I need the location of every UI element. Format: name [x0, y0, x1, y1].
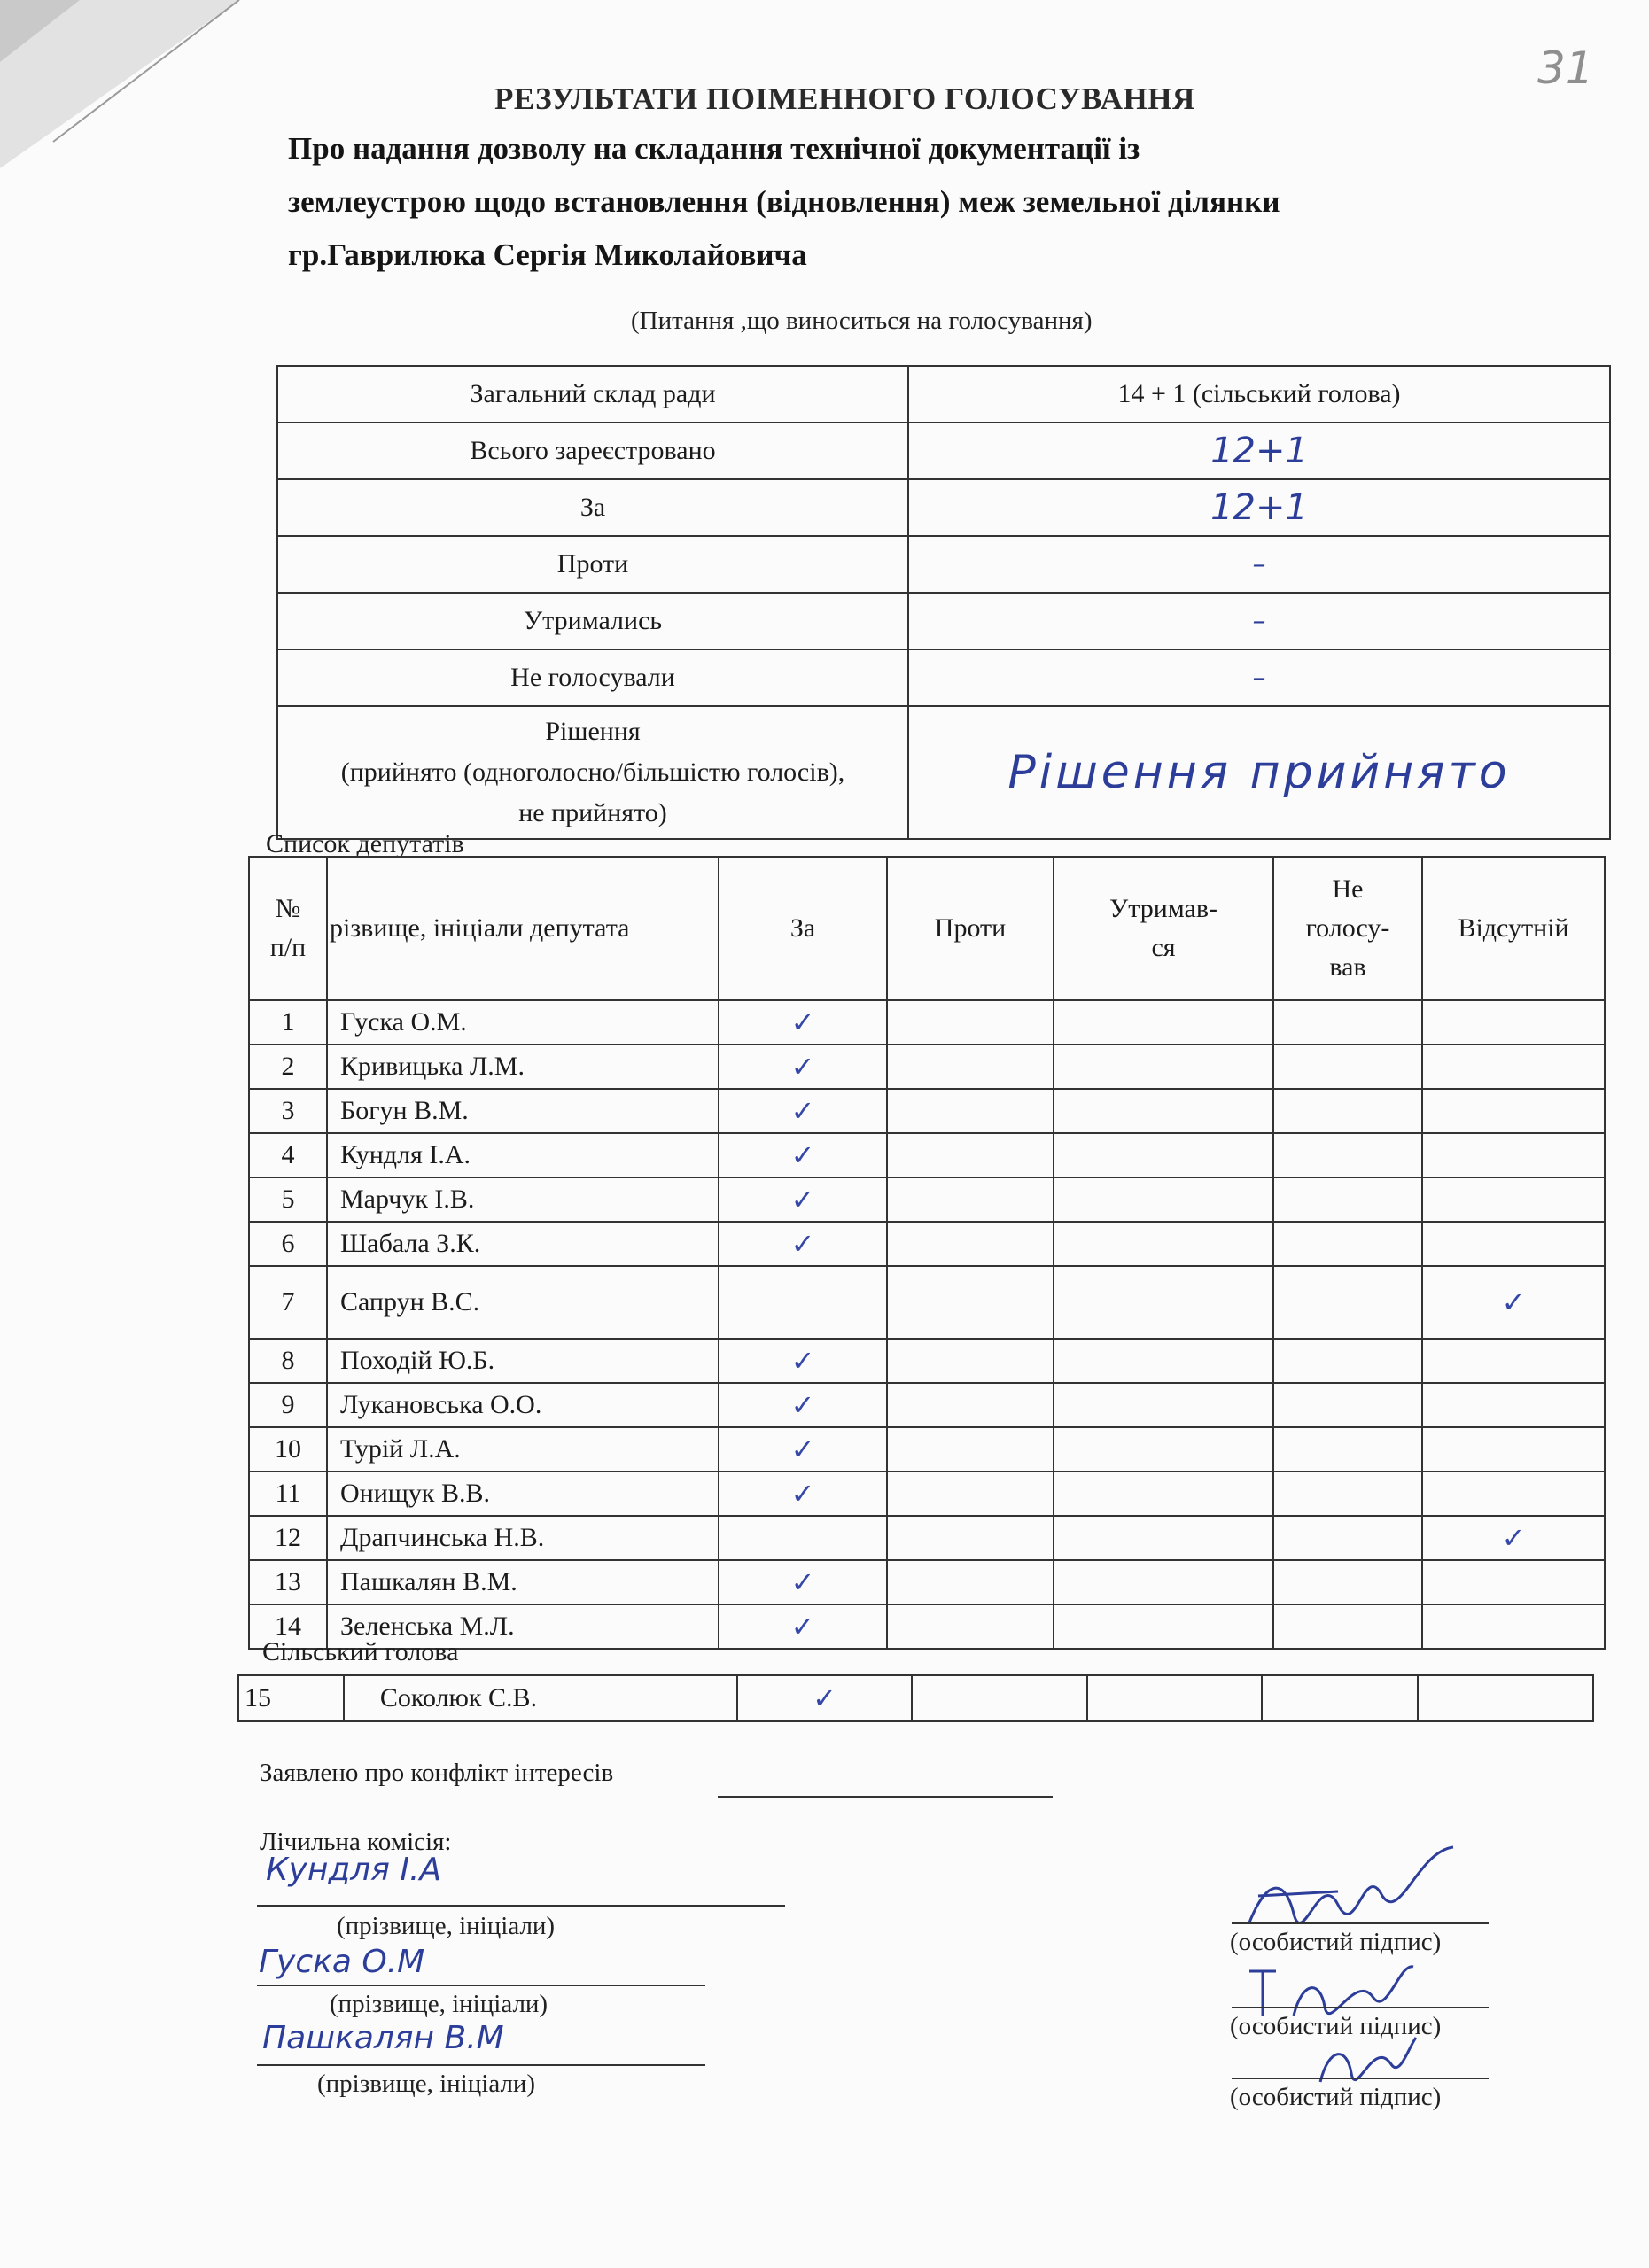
summary-value-handwritten: – [908, 536, 1610, 593]
deputy-name: Кривицька Л.М. [327, 1045, 719, 1089]
row-number: 14 [249, 1604, 327, 1649]
header-text: Утримав- [1108, 894, 1218, 923]
folded-corner [0, 0, 248, 177]
cell-absent [1422, 1516, 1605, 1560]
cell-absent [1422, 1222, 1605, 1266]
deputy-name: Онищук В.В. [327, 1472, 719, 1516]
check-mark: ✓ [790, 1433, 815, 1466]
cell-for [719, 1427, 887, 1472]
summary-label: Утримались [277, 593, 908, 649]
chair-section-label: Сільський голова [262, 1637, 459, 1666]
cell-not-voted [1273, 1339, 1422, 1383]
deputy-name: Турій Л.А. [327, 1427, 719, 1472]
header-text: № [275, 894, 301, 923]
summary-label-decision [277, 706, 908, 839]
deputy-name: Пашкалян В.М. [327, 1560, 719, 1604]
summary-row-not-voted [277, 649, 1610, 706]
deputy-row [249, 1427, 1605, 1472]
cell-absent [1422, 1339, 1605, 1383]
cell-absent [1422, 1133, 1605, 1177]
deputy-row [249, 1516, 1605, 1560]
cell-against [887, 1472, 1054, 1516]
deputy-name: Лукановська О.О. [327, 1383, 719, 1427]
summary-label: Загальний склад ради [277, 366, 908, 423]
row-number: 10 [249, 1427, 327, 1472]
name-caption: (прізвище, ініціали) [337, 1912, 556, 1940]
header-text: Не [1332, 874, 1364, 904]
row-number: 12 [249, 1516, 327, 1560]
row-number: 6 [249, 1222, 327, 1266]
signature-3 [1311, 2029, 1418, 2091]
chair-vote-table [237, 1674, 1594, 1722]
signature-caption: (особистий підпис) [1230, 2083, 1442, 2111]
cell-not-voted [1273, 1000, 1422, 1045]
summary-label: Проти [277, 536, 908, 593]
check-mark: ✓ [790, 1183, 815, 1216]
check-mark: ✓ [790, 1227, 815, 1261]
cell-against [887, 1516, 1054, 1560]
summary-row-for [277, 479, 1610, 536]
deputy-name: Походій Ю.Б. [327, 1339, 719, 1383]
decision-label-line: не прийнято) [518, 798, 667, 827]
cell-abstained [1054, 1222, 1273, 1266]
cell-absent [1422, 1000, 1605, 1045]
deputy-row [249, 1560, 1605, 1604]
deputy-name: Драпчинська Н.В. [327, 1516, 719, 1560]
question-caption: (Питання ,що виноситься на голосування) [631, 307, 1093, 335]
commission-member-name-handwritten: Пашкалян В.М [262, 2020, 504, 2056]
cell-for [719, 1222, 887, 1266]
deputy-name: Сапрун В.С. [327, 1266, 719, 1339]
cell-not-voted [1273, 1089, 1422, 1133]
check-mark: ✓ [790, 1388, 815, 1422]
header-against: Проти [887, 857, 1054, 1000]
cell-for [719, 1560, 887, 1604]
cell-not-voted [1273, 1472, 1422, 1516]
header-for: За [719, 857, 887, 1000]
header-not-voted [1273, 857, 1422, 1000]
deputy-name: Шабала З.К. [327, 1222, 719, 1266]
conflict-of-interest-text: Заявлено про конфлікт інтересів [260, 1759, 614, 1787]
decision-label-line: (прийнято (одноголосно/більшістю голосів), [340, 757, 845, 787]
cell-abstained [1054, 1133, 1273, 1177]
cell-not-voted [1273, 1177, 1422, 1222]
cell-absent [1422, 1472, 1605, 1516]
cell-absent [1422, 1604, 1605, 1649]
cell-not-voted [1273, 1560, 1422, 1604]
summary-value-handwritten: – [908, 649, 1610, 706]
header-text: вав [1329, 952, 1366, 982]
summary-row-registered [277, 423, 1610, 479]
deputy-row [249, 1339, 1605, 1383]
cell-absent [1422, 1560, 1605, 1604]
check-mark: ✓ [790, 1050, 815, 1084]
cell-absent [1422, 1045, 1605, 1089]
cell-for [719, 1472, 887, 1516]
document-title: РЕЗУЛЬТАТИ ПОІМЕННОГО ГОЛОСУВАННЯ [494, 82, 1195, 116]
cell-absent [1418, 1675, 1593, 1721]
check-mark: ✓ [790, 1006, 815, 1039]
cell-against [887, 1339, 1054, 1383]
check-mark: ✓ [790, 1138, 815, 1172]
cell-against [887, 1266, 1054, 1339]
subject-line: землеустрою щодо встановлення (відновлення) меж земельної ділянки [288, 184, 1280, 219]
cell-absent [1422, 1383, 1605, 1427]
cell-for [719, 1516, 887, 1560]
page-number: 31 [1537, 43, 1594, 94]
deputy-row [249, 1000, 1605, 1045]
cell-not-voted [1273, 1045, 1422, 1089]
cell-abstained [1054, 1339, 1273, 1383]
check-mark: ✓ [813, 1682, 836, 1715]
deputies-header-row [249, 857, 1605, 1000]
row-number: 13 [249, 1560, 327, 1604]
cell-not-voted [1262, 1675, 1418, 1721]
cell-abstained [1054, 1472, 1273, 1516]
commission-member-name-handwritten: Кундля І.А [266, 1852, 442, 1888]
cell-for [737, 1675, 912, 1721]
summary-row-against [277, 536, 1610, 593]
summary-label: За [277, 479, 908, 536]
name-line [257, 1984, 705, 1986]
row-number: 2 [249, 1045, 327, 1089]
cell-abstained [1054, 1604, 1273, 1649]
summary-value-handwritten: 12+1 [908, 423, 1610, 479]
cell-for [719, 1383, 887, 1427]
cell-against [887, 1604, 1054, 1649]
row-number: 15 [238, 1675, 344, 1721]
deputy-row [249, 1472, 1605, 1516]
cell-for [719, 1045, 887, 1089]
deputy-row [249, 1383, 1605, 1427]
commission-member-name-handwritten: Гуска О.М [259, 1944, 425, 1980]
chair-row [238, 1675, 1593, 1721]
cell-not-voted [1273, 1222, 1422, 1266]
cell-for [719, 1339, 887, 1383]
deputy-name: Соколюк С.В. [344, 1675, 737, 1721]
cell-against [887, 1222, 1054, 1266]
summary-label: Не голосували [277, 649, 908, 706]
cell-abstained [1054, 1383, 1273, 1427]
row-number: 1 [249, 1000, 327, 1045]
cell-not-voted [1273, 1427, 1422, 1472]
row-number: 7 [249, 1266, 327, 1339]
vote-summary-table [276, 365, 1611, 840]
summary-value-handwritten: – [908, 593, 1610, 649]
deputy-name: Гуска О.М. [327, 1000, 719, 1045]
cell-abstained [1054, 1045, 1273, 1089]
cell-against [887, 1560, 1054, 1604]
deputy-row [249, 1266, 1605, 1339]
row-number: 5 [249, 1177, 327, 1222]
cell-not-voted [1273, 1604, 1422, 1649]
cell-abstained [1087, 1675, 1262, 1721]
cell-abstained [1054, 1560, 1273, 1604]
cell-not-voted [1273, 1133, 1422, 1177]
cell-absent [1422, 1177, 1605, 1222]
cell-not-voted [1273, 1516, 1422, 1560]
summary-row-decision [277, 706, 1610, 839]
cell-against [887, 1000, 1054, 1045]
signature-caption: (особистий підпис) [1230, 2012, 1442, 2040]
cell-absent [1422, 1427, 1605, 1472]
header-text: голосу- [1305, 913, 1390, 943]
cell-absent [1422, 1266, 1605, 1339]
cell-against [887, 1045, 1054, 1089]
cell-for [719, 1266, 887, 1339]
cell-absent [1422, 1089, 1605, 1133]
deputy-name: Кундля І.А. [327, 1133, 719, 1177]
decision-value-handwritten: Рішення прийнято [908, 706, 1610, 839]
deputy-row [249, 1133, 1605, 1177]
deputy-name: Богун В.М. [327, 1089, 719, 1133]
signature-line [1232, 2078, 1489, 2079]
check-mark: ✓ [1501, 1521, 1526, 1555]
row-number: 3 [249, 1089, 327, 1133]
deputies-section-label: Список депутатів [266, 829, 464, 858]
cell-for [719, 1089, 887, 1133]
cell-against [887, 1133, 1054, 1177]
check-mark: ✓ [790, 1477, 815, 1511]
header-number [249, 857, 327, 1000]
cell-for [719, 1133, 887, 1177]
row-number: 8 [249, 1339, 327, 1383]
cell-against [887, 1427, 1054, 1472]
row-number: 4 [249, 1133, 327, 1177]
row-number: 11 [249, 1472, 327, 1516]
check-mark: ✓ [790, 1610, 815, 1643]
cell-abstained [1054, 1516, 1273, 1560]
signature-line [1232, 1922, 1489, 1924]
cell-against [887, 1089, 1054, 1133]
check-mark: ✓ [790, 1094, 815, 1128]
summary-value-handwritten: 12+1 [908, 479, 1610, 536]
cell-against [887, 1383, 1054, 1427]
name-caption: (прізвище, ініціали) [317, 2070, 536, 2098]
cell-for [719, 1604, 887, 1649]
cell-against [912, 1675, 1086, 1721]
deputy-name: Зеленська М.Л. [327, 1604, 719, 1649]
deputies-vote-table [248, 856, 1606, 1650]
subject-line: гр.Гаврилюка Сергія Миколайовича [288, 237, 807, 272]
deputy-row [249, 1222, 1605, 1266]
cell-abstained [1054, 1427, 1273, 1472]
header-text: п/п [269, 933, 307, 962]
header-name: різвище, ініціали депутата [327, 857, 719, 1000]
deputy-name: Марчук І.В. [327, 1177, 719, 1222]
cell-not-voted [1273, 1383, 1422, 1427]
signature-line [1232, 2007, 1489, 2008]
header-text: ся [1151, 933, 1176, 962]
name-caption: (прізвище, ініціали) [330, 1990, 548, 2018]
deputy-row [249, 1177, 1605, 1222]
summary-label: Всього зареєстровано [277, 423, 908, 479]
deputy-row [249, 1089, 1605, 1133]
header-absent: Відсутній [1422, 857, 1605, 1000]
cell-abstained [1054, 1177, 1273, 1222]
cell-for [719, 1177, 887, 1222]
subject-line: Про надання дозволу на складання технічної документації із [288, 131, 1140, 166]
signature-1 [1232, 1843, 1462, 1940]
check-mark: ✓ [790, 1565, 815, 1599]
summary-row-total [277, 366, 1610, 423]
signature-caption: (особистий підпис) [1230, 1928, 1442, 1956]
row-number: 9 [249, 1383, 327, 1427]
cell-against [887, 1177, 1054, 1222]
check-mark: ✓ [1501, 1285, 1526, 1319]
check-mark: ✓ [790, 1344, 815, 1378]
cell-abstained [1054, 1000, 1273, 1045]
resolution-subject [288, 122, 1555, 282]
header-abstained [1054, 857, 1273, 1000]
deputy-row [249, 1045, 1605, 1089]
name-line [257, 2064, 705, 2066]
summary-value: 14 + 1 (сільський голова) [908, 366, 1610, 423]
counting-commission-label: Лічильна комісія: [260, 1828, 452, 1856]
conflict-blank-line [718, 1796, 1053, 1798]
summary-row-abstained [277, 593, 1610, 649]
cell-abstained [1054, 1266, 1273, 1339]
cell-for [719, 1000, 887, 1045]
cell-abstained [1054, 1089, 1273, 1133]
decision-label-line: Рішення [545, 717, 641, 746]
name-line [257, 1905, 785, 1907]
cell-not-voted [1273, 1266, 1422, 1339]
